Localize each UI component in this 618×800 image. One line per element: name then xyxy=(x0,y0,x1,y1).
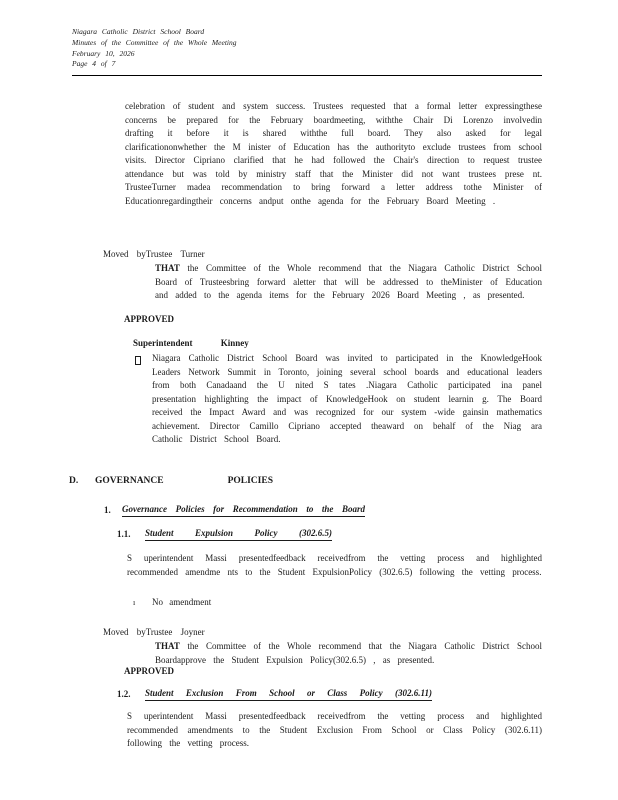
section-d-title: GOVERNANCE POLICIES xyxy=(95,476,273,486)
superintendent-kinney-heading: Superintendent Kinney xyxy=(133,338,249,348)
motion-turner-text xyxy=(155,262,542,303)
item-1-2-paragraph: S uperintendent Massi presentedfeedback receivedfrom the vetting process and highlighted recommended amendments to the Student Exclusion From School or Class Policy (302.6.11) following the vetting process. xyxy=(127,711,542,748)
header-line-board-name: Niagara Catholic District School Board xyxy=(72,27,205,36)
intro-paragraph: celebration of student and system success. Trustees requested that a formal letter expressingthese concerns be prepared for the February boardmeeting, withthe Chair Di Lorenzo involvedin drafting it before it is shared withthe full board. They also asked for legal clarificationonwhether the M inister of Education has the authorityto exclude trustees from school visits. Director Cipriano clarified that he had followed the Chair's direction to request trustee attendance but was told by ministry staff that the Minister did not want trustees prese nt. TrusteeTurner madea recommendation to bring forward a letter address tothe Minister of Educationregardingtheir concerns andput onthe agenda for the February Board Meeting . xyxy=(125,101,542,206)
item-1-2-title: Student Exclusion From School or Class Policy (302.6.11) xyxy=(145,688,432,701)
page-header xyxy=(72,27,237,70)
dash-bullet-icon: ı xyxy=(133,598,136,607)
item-1-1-number: 1.1. xyxy=(117,529,131,539)
that-label: THAT xyxy=(155,263,180,273)
header-line-date: February 10, 2026 xyxy=(72,48,135,58)
section-d-label: D. xyxy=(69,476,79,486)
motion-joyner-status: APPROVED xyxy=(124,666,174,676)
no-amendment-text: No amendment xyxy=(152,597,212,607)
motion-turner-status: APPROVED xyxy=(124,314,174,324)
header-line-page-number: Page 4 of 7 xyxy=(72,59,116,69)
motion-joyner-text xyxy=(155,640,542,667)
kinney-report-paragraph: Niagara Catholic District School Board was invited to participated in the KnowledgeHook Leaders Network Summit in Toronto, joining several school boards and educational leaders from both Canadaand the U nited S tates .Niagara Catholic participated ina panel presentation highlighting the impact of KnowledgeHook on student learnin g. The Board received the Impact Award and was recognized for our system -wide gainsin mathematics achievement. Director Camillo Cipriano accepted theaward on behalf of the Niag ara Catholic District School Board. xyxy=(152,353,542,444)
header-rule xyxy=(72,75,542,76)
motion-body-text: the Committee of the Whole recommend that the Niagara Catholic District School Boardapprove the Student Expulsion Policy(302.6.5) , as presented. xyxy=(155,641,542,665)
motion-body-text: the Committee of the Whole recommend that the Niagara Catholic District School Board of Trusteesbring forward aletter that will be addressed to theMinister of Education and added to the agenda items for the February 2026 Board Meeting , as presented. xyxy=(155,263,542,300)
item-1-1-paragraph: S uperintendent Massi presentedfeedback receivedfrom the vetting process and highlighted recommended amendme nts to the Student ExpulsionPolicy (302.6.5) following the vetting process. xyxy=(127,553,542,577)
that-label: THAT xyxy=(155,641,180,651)
item-1-number: 1. xyxy=(104,505,111,515)
motion-joyner-moved-by: Moved byTrustee Joyner xyxy=(103,627,205,637)
header-line-meeting-title: Minutes of the Committee of the Whole Meeting xyxy=(72,37,237,47)
item-1-1-title: Student Expulsion Policy (302.6.5) xyxy=(145,528,332,541)
item-1-2-number: 1.2. xyxy=(117,689,131,699)
item-1-title: Governance Policies for Recommendation to the Board xyxy=(122,504,365,517)
motion-turner-moved-by: Moved byTrustee Turner xyxy=(103,249,205,259)
empty-box-icon xyxy=(135,356,141,365)
